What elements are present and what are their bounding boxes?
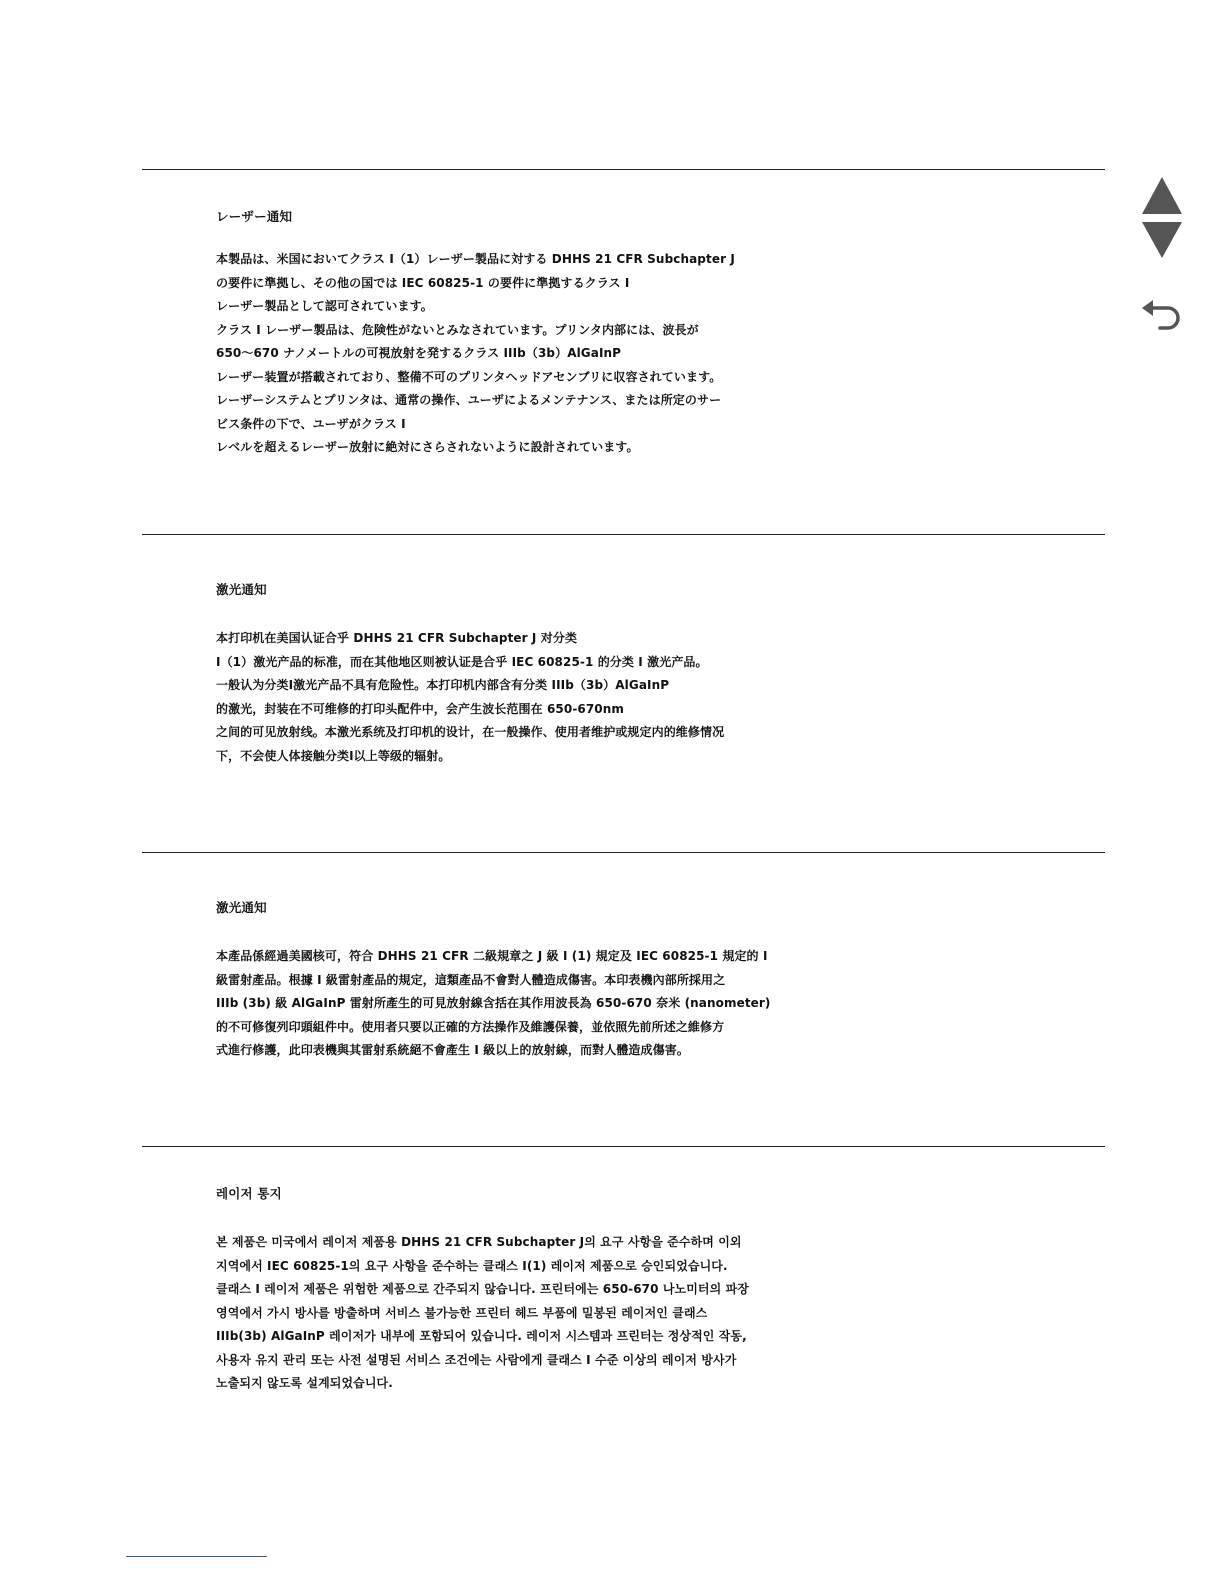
- body-line: 本打印机在美国认证合乎 DHHS 21 CFR Subchapter J 对分类: [216, 631, 578, 645]
- previous-page-button[interactable]: [1138, 174, 1186, 214]
- body-line: 的不可修復列印頭組件中。使用者只要以正確的方法操作及維護保養，並依照先前所述之維修方: [216, 1019, 725, 1034]
- section-body: [216, 627, 816, 768]
- body-line: レーザー装置が搭載されており、整備不可のプリンタヘッドアセンブリに収容されています。: [216, 369, 722, 384]
- body-line: IIIb(3b) AlGaInP 레이저가 내부에 포함되어 있습니다. 레이저 시스템과 프린터는 정상적인 작동,: [216, 1329, 747, 1343]
- section-body: [216, 1231, 816, 1396]
- body-line: IIIb (3b) 級 AlGaInP 雷射所產生的可見放射線含括在其作用波長為 650-670 奈米 (nanometer): [216, 996, 771, 1010]
- body-line: 650～670 ナノメートルの可視放射を発するクラス IIIb（3b）AlGaInP: [216, 346, 622, 360]
- section-divider-2: [142, 534, 1105, 535]
- body-line: 본 제품은 미국에서 레이저 제품용 DHHS 21 CFR Subchapter J의 요구 사항을 준수하며 이외: [216, 1235, 742, 1249]
- section-divider-1: [142, 169, 1105, 170]
- footer-link-underline[interactable]: [126, 1556, 267, 1557]
- body-line: レベルを超えるレーザー放射に絶対にさらされないように設計されています。: [216, 440, 639, 454]
- body-line: 式進行修護，此印表機與其雷射系統絕不會產生 I 級以上的放射線，而對人體造成傷害。: [216, 1043, 689, 1057]
- body-line: の要件に準拠し、その他の国では IEC 60825-1 の要件に準拠するクラス I: [216, 275, 630, 290]
- body-line: クラス I レーザー製品は、危険性がないとみなされています。プリンタ内部には、波長が: [216, 322, 699, 337]
- body-line: 下，不会使人体接触分类I以上等级的辐射。: [216, 748, 451, 763]
- section-body: [216, 945, 816, 1063]
- body-line: 本製品は、米国においてクラス I（1）レーザー製品に対する DHHS 21 CFR Subchapter J: [216, 252, 735, 266]
- body-line: 之间的可见放射线。本激光系统及打印机的设计，在一般操作、使用者维护或规定内的维修情况: [216, 725, 725, 739]
- section-title: 激光通知: [216, 582, 267, 597]
- body-line: 지역에서 IEC 60825-1의 요구 사항을 준수하는 클래스 I(1) 레이저 제품으로 승인되었습니다.: [216, 1258, 728, 1273]
- next-page-button[interactable]: [1138, 220, 1186, 260]
- triangle-up-icon: [1138, 174, 1186, 216]
- laser-notice-korean: [216, 1185, 816, 1396]
- body-line: レーザーシステムとプリンタは、通常の操作、ユーザによるメンテナンス、または所定のサー: [216, 393, 722, 407]
- go-back-button[interactable]: [1138, 296, 1186, 336]
- body-line: I（1）激光产品的标准，而在其他地区则被认证是合乎 IEC 60825-1 的分类 I 激光产品。: [216, 654, 708, 669]
- laser-notice-traditional-chinese: [216, 899, 816, 1063]
- section-divider-4: [142, 1146, 1105, 1147]
- body-line: 영역에서 가시 방사를 방출하며 서비스 불가능한 프린터 헤드 부품에 밀봉된 레이저인 클래스: [216, 1305, 708, 1320]
- laser-notice-simplified-chinese: [216, 581, 816, 768]
- body-line: 級雷射產品。根據 I 級雷射產品的規定，這類產品不會對人體造成傷害。本印表機內部所採用之: [216, 972, 726, 987]
- section-body: [216, 248, 816, 460]
- body-line: 的激光，封装在不可维修的打印头配件中，会产生波长范围在 650-670nm: [216, 701, 625, 716]
- section-title: 레이저 통지: [216, 1186, 282, 1201]
- body-line: レーザー製品として認可されています。: [216, 299, 433, 313]
- body-line: 클래스 I 레이저 제품은 위험한 제품으로 간주되지 않습니다. 프린터에는 650-670 나노미터의 파장: [216, 1282, 749, 1296]
- body-line: 本產品係經過美國核可，符合 DHHS 21 CFR 二級規章之 J 級 I (1) 規定及 IEC 60825-1 規定的 I: [216, 949, 768, 963]
- triangle-down-icon: [1138, 220, 1186, 262]
- body-line: 사용자 유지 관리 또는 사전 설명된 서비스 조건에는 사람에게 클래스 I 수준 이상의 레이저 방사가: [216, 1352, 737, 1367]
- section-divider-3: [142, 852, 1105, 853]
- section-title: レーザー通知: [216, 209, 293, 224]
- body-line: 一般认为分类I激光产品不具有危险性。本打印机内部含有分类 IIIb（3b）AlGaInP: [216, 678, 670, 692]
- section-title: 激光通知: [216, 900, 267, 915]
- return-arrow-icon: [1138, 296, 1186, 336]
- body-line: 노출되지 않도록 설계되었습니다.: [216, 1376, 393, 1390]
- body-line: ビス条件の下で、ユーザがクラス I: [216, 416, 406, 431]
- laser-notice-japanese: [216, 208, 816, 460]
